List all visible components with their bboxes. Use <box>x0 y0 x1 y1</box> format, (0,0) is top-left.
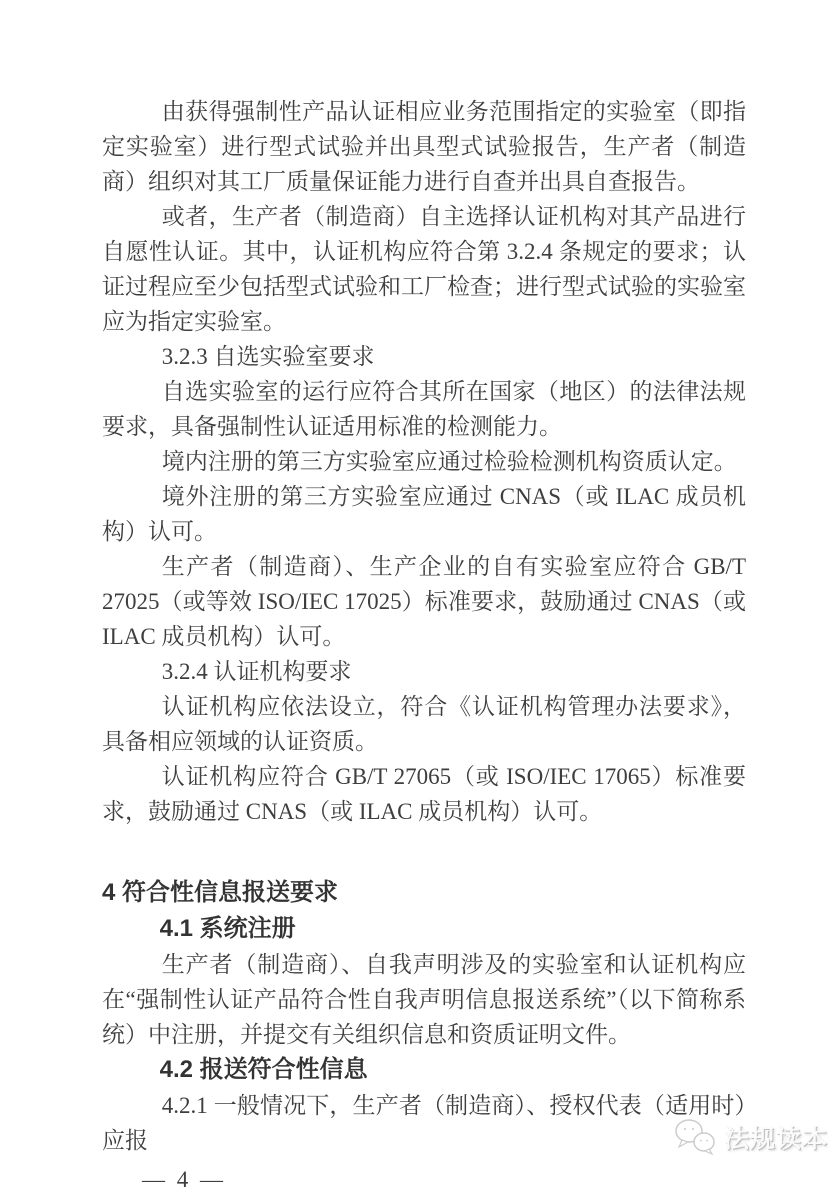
paragraph: 生产者（制造商）、自我声明涉及的实验室和认证机构应在“强制性认证产品符合性自我声明信息报送系统”（以下简称系统）中注册，并提交有关组织信息和资质证明文件。 <box>102 952 746 1047</box>
paragraph: 生产者（制造商）、生产企业的自有实验室应符合 GB/T 27025（或等效 ISO/IEC 17025）标准要求，鼓励通过 CNAS（或 ILAC 成员机构）认可。 <box>102 554 746 649</box>
section-3-2-4-heading: 3.2.4 认证机构要求 <box>161 659 352 684</box>
paragraph: 认证机构应依法设立，符合《认证机构管理办法要求》，具备相应领域的认证资质。 <box>102 694 746 754</box>
paragraph: 认证机构应符合 GB/T 27065（或 ISO/IEC 17065）标准要求，鼓励通过 CNAS（或 ILAC 成员机构）认可。 <box>102 764 746 824</box>
watermark-label: 法规读本 <box>724 1124 828 1153</box>
paragraph: 或者，生产者（制造商）自主选择认证机构对其产品进行自愿性认证。其中，认证机构应符合第 3.2.4 条规定的要求；认证过程应至少包括型式试验和工厂检查；进行型式试验的实验室应为指定实验室。 <box>102 204 746 334</box>
section-3-2-3-heading: 3.2.3 自选实验室要求 <box>161 344 375 369</box>
paragraph: 自选实验室的运行应符合其所在国家（地区）的法律法规要求，具备强制性认证适用标准的检测能力。 <box>102 379 746 439</box>
page-number: — 4 — <box>142 1167 226 1192</box>
paragraph: 由获得强制性产品认证相应业务范围指定的实验室（即指定实验室）进行型式试验并出具型式试验报告，生产者（制造商）组织对其工厂质量保证能力进行自查并出具自查报告。 <box>102 99 746 194</box>
wechat-icon <box>674 1118 716 1155</box>
document-body <box>102 94 746 1197</box>
watermark <box>674 1118 828 1155</box>
paragraph: 4.2.1 一般情况下，生产者（制造商）、授权代表（适用时）应报 <box>102 1093 746 1153</box>
paragraph: 境内注册的第三方实验室应通过检验检测机构资质认定。 <box>161 449 737 474</box>
section-4-1-heading: 4.1 系统注册 <box>159 915 296 942</box>
section-4-heading: 4 符合性信息报送要求 <box>102 879 339 906</box>
paragraph: 境外注册的第三方实验室应通过 CNAS（或 ILAC 成员机构）认可。 <box>102 484 746 544</box>
section-4-2-heading: 4.2 报送符合性信息 <box>159 1056 368 1083</box>
